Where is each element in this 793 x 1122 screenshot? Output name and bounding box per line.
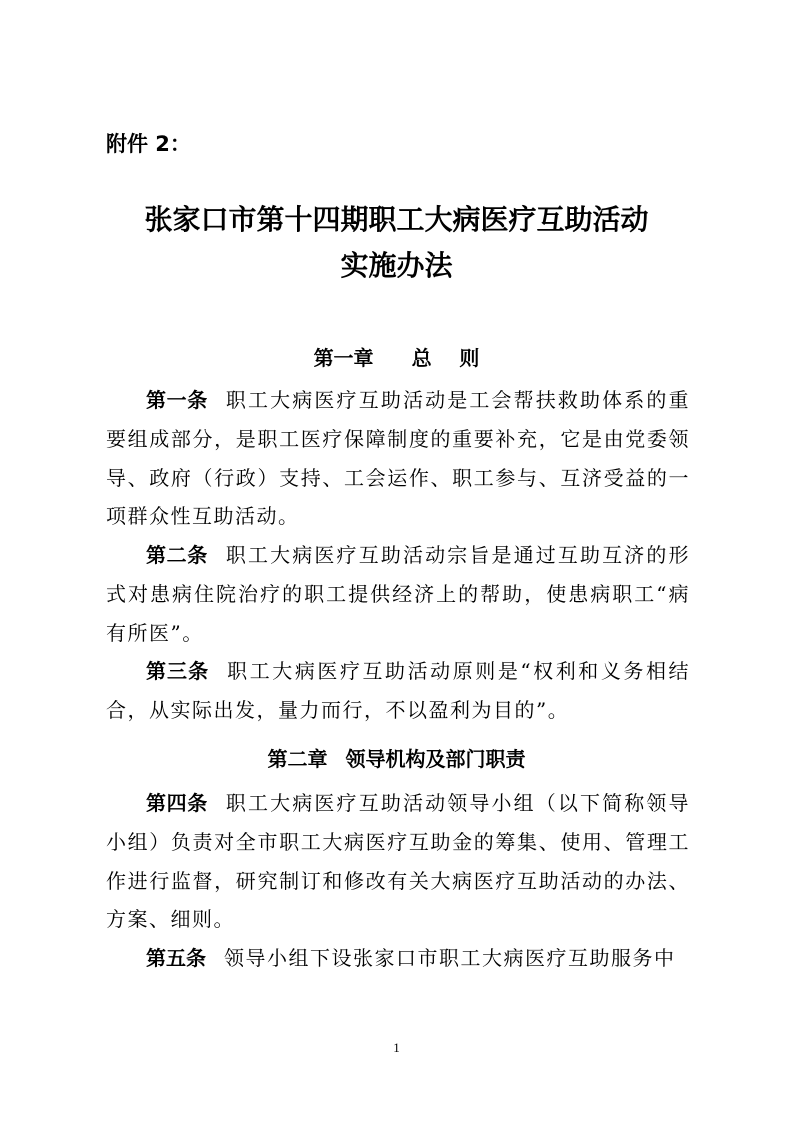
article-2 (106, 536, 690, 652)
document-title-line-2: 实施办法 (340, 249, 453, 282)
article-5 (106, 939, 690, 978)
article-text: 职工大病医疗互助活动宗旨是通过互助互济的形式对患病住院治疗的职工提供经济上的帮助，使患病职工“病有所医”。 (106, 543, 691, 645)
article-3 (106, 652, 690, 730)
page-number: 1 (393, 1040, 400, 1055)
article-label: 第四条 (146, 791, 208, 815)
article-4 (106, 784, 690, 939)
chapter-name: 领导机构及部门职责 (345, 747, 526, 771)
article-label: 第一条 (146, 388, 208, 412)
article-text: 职工大病医疗互助活动原则是“权利和义务相结合，从实际出发，量力而行，不以盈利为目的”。 (106, 659, 690, 722)
article-label: 第二条 (146, 543, 208, 567)
chapter-name: 总 则 (411, 346, 480, 370)
attachment-label: 附件 2： (106, 132, 191, 156)
chapter-2-heading (0, 743, 793, 772)
chapter-1-heading (0, 342, 793, 371)
article-label: 第五条 (146, 946, 206, 970)
article-text: 职工大病医疗互助活动是工会帮扶救助体系的重要组成部分，是职工医疗保障制度的重要补充，它是由党委领导、政府（行政）支持、工会运作、职工参与、互济受益的一项群众性互助活动。 (106, 388, 691, 529)
document-title-line-1: 张家口市第十四期职工大病医疗互助活动 (144, 203, 649, 236)
chapter-number: 第一章 (313, 346, 374, 370)
article-1 (106, 381, 690, 536)
article-text: 职工大病医疗互助活动领导小组（以下简称领导小组）负责对全市职工大病医疗互助金的筹集、使用、管理工作进行监督，研究制订和修改有关大病医疗互助活动的办法、方案、细则。 (106, 791, 691, 932)
chapter-number: 第二章 (267, 747, 328, 771)
article-text: 领导小组下设张家口市职工大病医疗互助服务中 (224, 946, 676, 970)
article-label: 第三条 (146, 659, 210, 683)
